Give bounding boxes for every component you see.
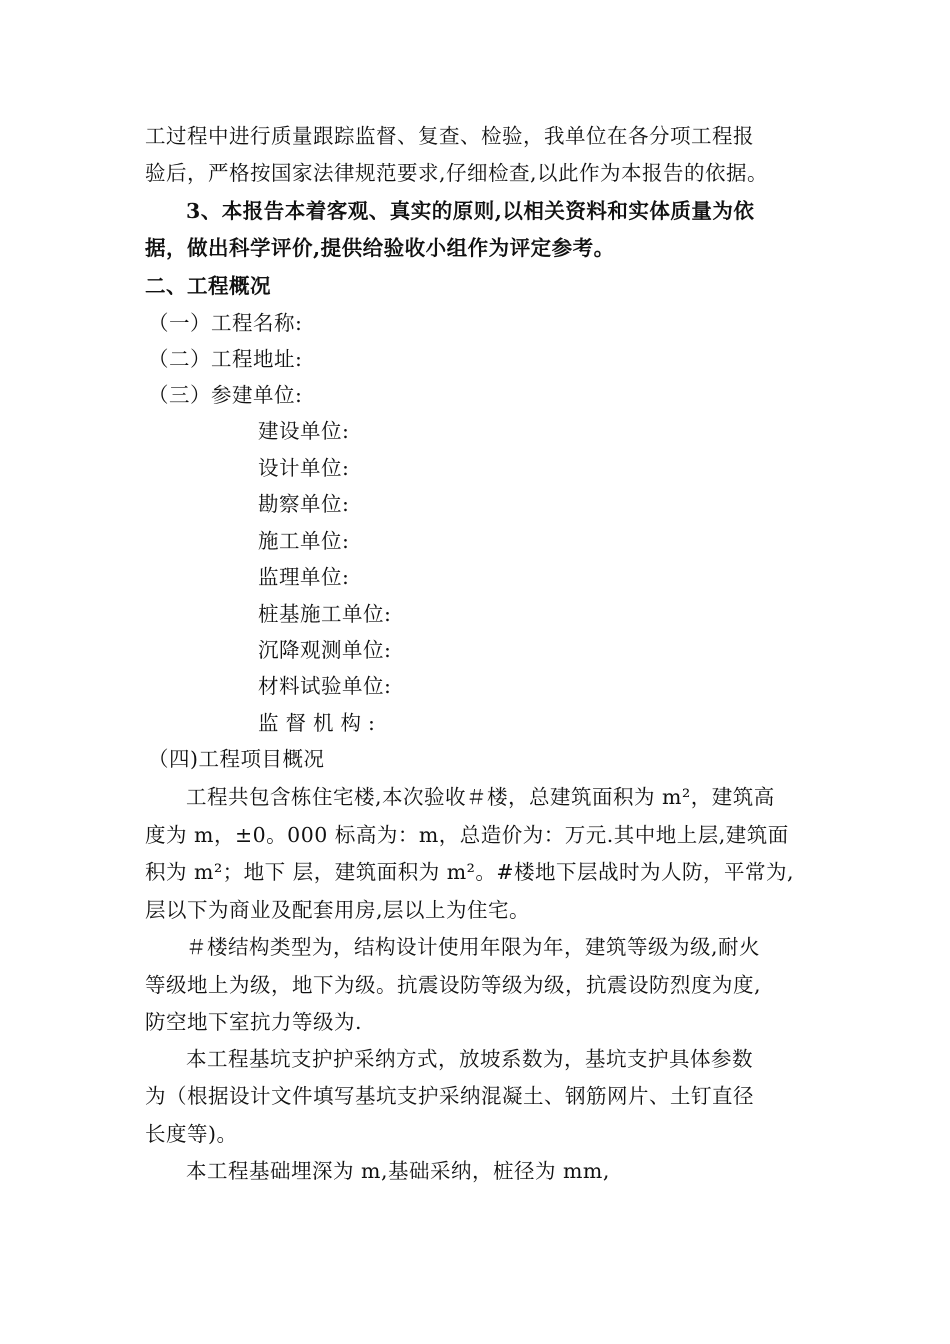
point-3-line-2: 据，做出科学评价,提供给验收小组作为评定参考。 [145, 236, 615, 260]
paragraph-line: 层以下为商业及配套用房,层以上为住宅。 [145, 898, 531, 922]
paragraph-line: ＃楼结构类型为，结构设计使用年限为年，建筑等级为级,耐火 [186, 935, 761, 959]
participant-item: 设计单位: [258, 456, 350, 480]
paragraph-line: 度为 m，±0。000 标高为：m，总造价为：万元.其中地上层,建筑面 [145, 823, 789, 847]
participant-item: 监理单位: [258, 565, 350, 589]
paragraph-line: 工程共包含栋住宅楼,本次验收＃楼，总建筑面积为 m²，建筑高 [186, 785, 775, 809]
paragraph-line: 长度等)。 [145, 1122, 238, 1146]
participant-item: 勘察单位: [258, 492, 350, 516]
point-3-line-1: 3、本报告本着客观、真实的原则,以相关资料和实体质量为依 [186, 199, 755, 223]
participant-item: 监督机构: [258, 711, 382, 735]
participant-item: 材料试验单位: [258, 674, 392, 698]
intro-line-2: 验后，严格按国家法律规范要求,仔细检查,以此作为本报告的依据。 [145, 161, 769, 185]
participant-item: 建设单位: [258, 419, 350, 443]
paragraph-line: 本工程基坑支护护采纳方式，放坡系数为，基坑支护具体参数 [186, 1047, 753, 1071]
section-heading: 二、工程概况 [145, 274, 271, 298]
overview-heading: （四)工程项目概况 [148, 747, 325, 771]
paragraph-line: 等级地上为级，地下为级。抗震设防等级为级，抗震设防烈度为度, [145, 973, 762, 997]
participant-item: 沉降观测单位: [258, 638, 392, 662]
paragraph-line: 本工程基础埋深为 m,基础采纳，桩径为 mm, [186, 1159, 610, 1183]
participants-heading: （三）参建单位: [148, 383, 303, 407]
intro-line-1: 工过程中进行质量跟踪监督、复查、检验，我单位在各分项工程报 [145, 124, 754, 148]
paragraph-line: 积为 m²；地下 层，建筑面积为 m²。#楼地下层战时为人防，平常为, [145, 860, 795, 884]
paragraph-line: 为（根据设计文件填写基坑支护采纳混凝土、钢筋网片、土钉直径 [145, 1084, 754, 1108]
participant-item: 施工单位: [258, 529, 350, 553]
participant-item: 桩基施工单位: [258, 602, 392, 626]
project-address-label: （二）工程地址: [148, 347, 303, 371]
paragraph-line: 防空地下室抗力等级为. [145, 1010, 363, 1034]
project-name-label: （一）工程名称: [148, 311, 303, 335]
